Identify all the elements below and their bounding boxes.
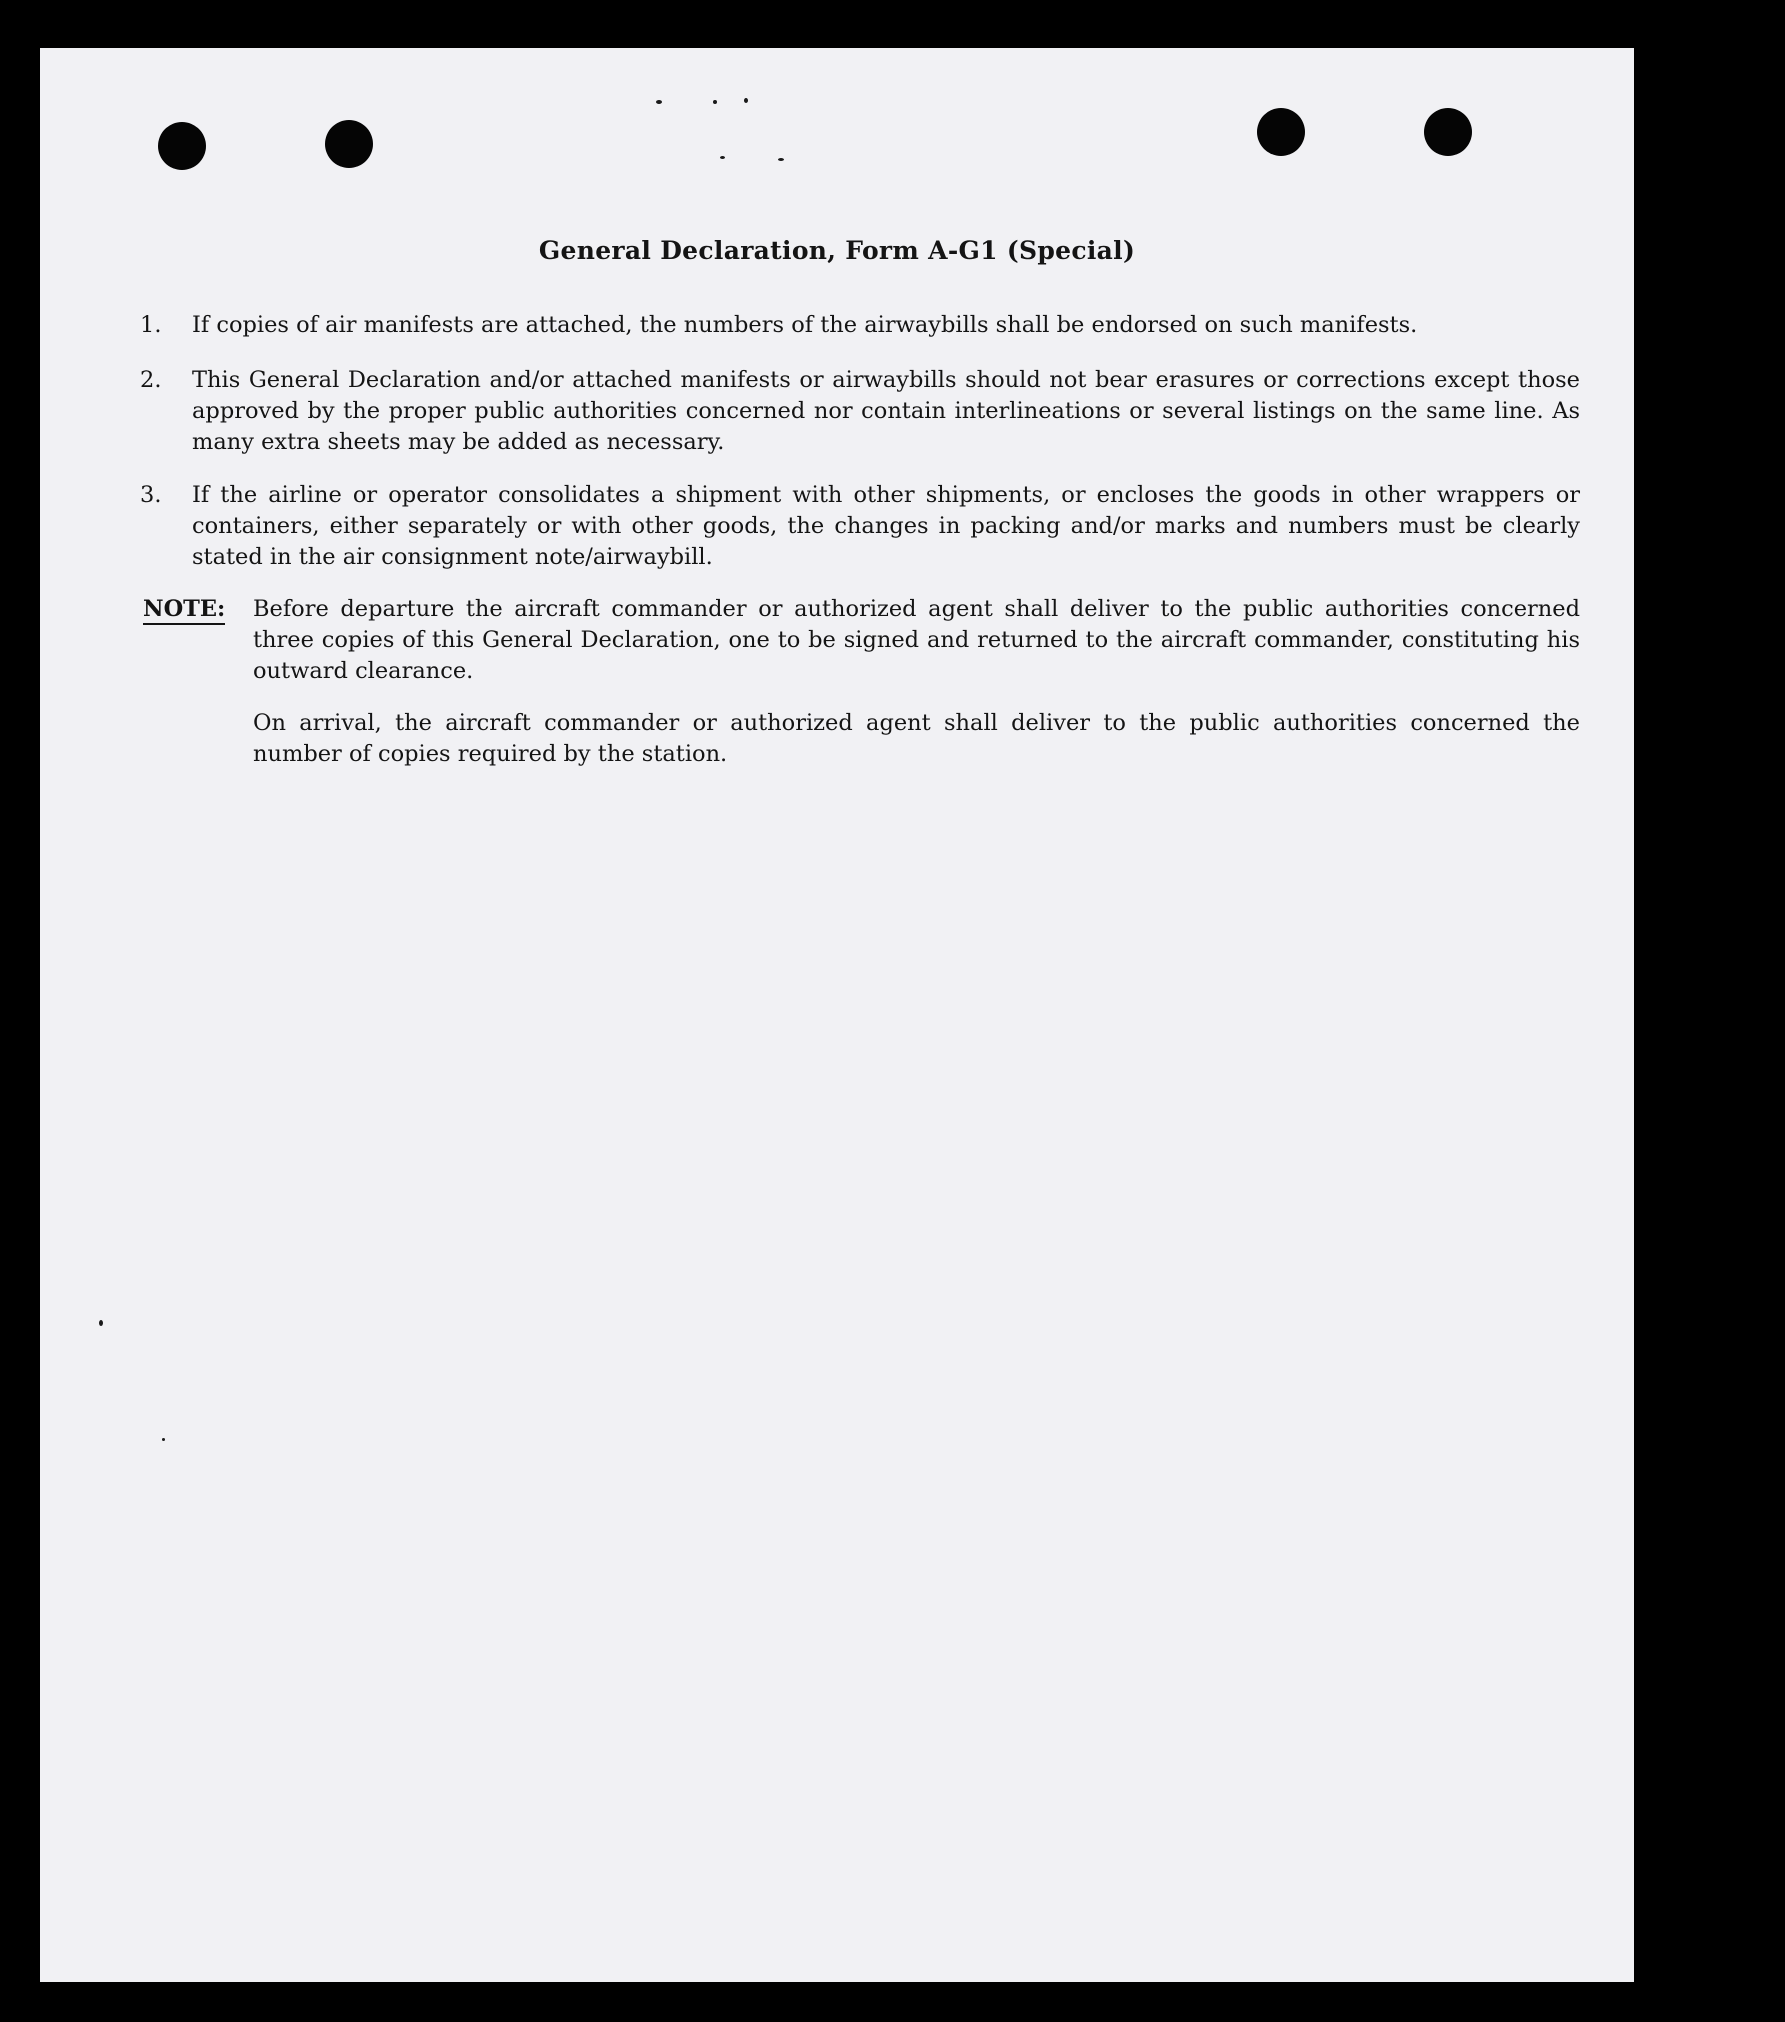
paper-speck [656,100,662,104]
punch-hole-left-2 [325,120,373,168]
list-item-3 [140,480,1580,573]
note-label [143,594,253,687]
list-item-number: 1. [140,312,162,338]
document-page [40,48,1634,1982]
page-title: General Declaration, Form A-G1 (Special) [538,236,1136,265]
punch-hole-left-1 [158,122,206,170]
note-label-text: NOTE: [143,596,225,625]
punch-hole-right-2 [1424,108,1472,156]
paper-speck [720,156,725,159]
list-item-1 [140,310,1580,341]
paper-speck [713,100,717,104]
list-item-number: 2. [140,367,162,393]
punch-hole-right-1 [1257,108,1305,156]
list-item-text: If the airline or operator consolidates a shipment with other shipments, or encloses the goods in other wrappers or containers, either separately or with other goods, the changes in packing and/or marks and numbers must be clearly stated in the air consignment note/airwaybill. [192,482,1580,570]
list-item-number: 3. [140,482,162,508]
list-item-text: If copies of air manifests are attached, the numbers of the airwaybills shall be endorsed on such manifests. [192,312,1418,338]
paper-speck [162,1438,165,1441]
note-paragraph-2: On arrival, the aircraft commander or authorized agent shall deliver to the public authorities concerned the number of copies required by the station. [253,710,1580,767]
paper-speck [744,98,748,103]
paper-speck [99,1320,103,1326]
paper-speck [778,158,784,161]
note-paragraph-1: Before departure the aircraft commander or authorized agent shall deliver to the public authorities concerned three copies of this General Declaration, one to be signed and returned to the aircraft commander, constituting his outward clearance. [253,596,1580,684]
note-section [143,594,1580,687]
list-item-text: This General Declaration and/or attached manifests or airwaybills should not bear erasures or corrections except those approved by the proper public authorities concerned nor contain interlineations or several listings on the same line. As many extra sheets may be added as necessary. [192,367,1580,455]
list-item-2 [140,365,1580,458]
